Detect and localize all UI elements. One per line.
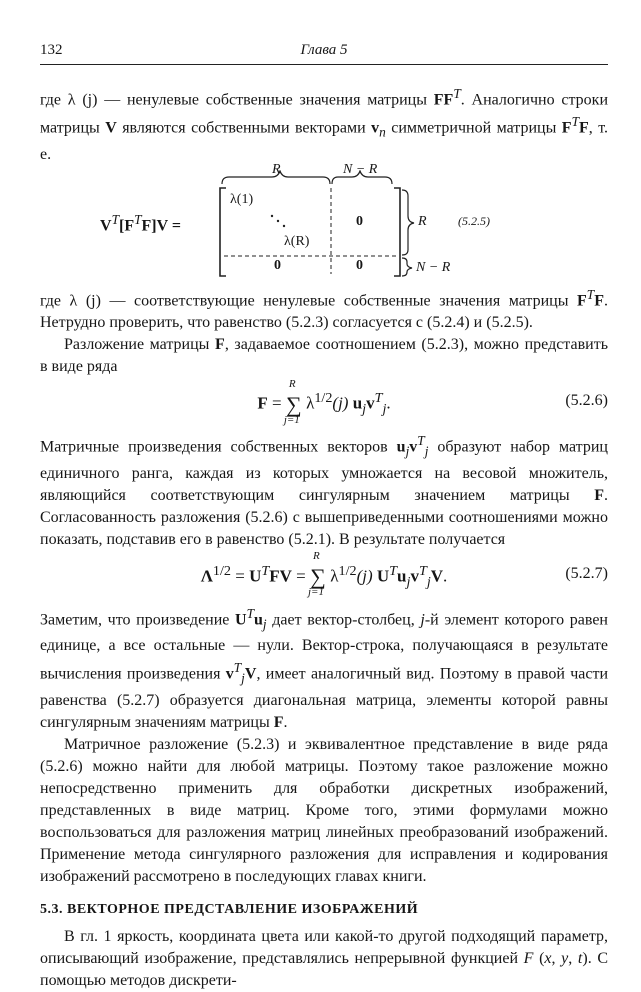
brace-label-n-minus-r: N − R xyxy=(343,161,378,177)
book-page xyxy=(40,40,608,992)
matrix-lhs: $V^T[F^TF]V$ = xyxy=(100,211,181,235)
equation-number-5-2-5: (5.2.5) xyxy=(458,213,490,228)
paragraph-2: где λ (j) — соответствующие ненулевые собственные значения матрицы $F^TF$. Нетрудно проверить, что равенство (5.2.3) согласуется с (5.2.4) и (5.2.5). xyxy=(40,286,608,332)
section-heading: 5.3. ВЕКТОРНОЕ ПРЕДСТАВЛЕНИЕ ИЗОБРАЖЕНИЙ xyxy=(40,901,419,917)
page-number: 132 xyxy=(40,42,63,58)
equation-number-5-2-6: (5.2.6) xyxy=(565,392,608,410)
equation-5-2-5 xyxy=(40,161,608,282)
paragraph-4: Матричные произведения собственных векторов $u_jv^T_j$ образуют набор матриц единичного ранга, каждая из которых умножается на весовой множитель, являющийся соответствующим сингулярным значением матрицы F. Согласованность разложения (5.2.6) с вышеприведенными соотношениями можно показать, подставив его в равенство (5.2.1). В результате получается xyxy=(40,433,608,548)
chapter-title: Глава 5 xyxy=(300,42,348,58)
paragraph-1: где λ (j) — ненулевые собственные значения матрицы $FF^T$. Аналогично строки матрицы V являются собственными векторами $v_n$ симметричной матрицы $F^TF$, т. е. xyxy=(40,86,609,163)
equation-number-5-2-7: (5.2.7) xyxy=(565,564,608,582)
paragraph-5: Заметим, что произведение $U^Tu_j$ дает вектор-столбец, j-й элемент которого равен единице, а все остальные — нули. Вектор-строка, получающаяся в результате вычисления произведения $v^T_jV$, имеет аналогичный вид. Поэтому в правой части равенства (5.2.7) образуется диагональная матрица, элементы которой равны сингулярным значениям матрицы F. xyxy=(40,605,609,731)
brace-label-r: R xyxy=(272,161,281,177)
lambda-r: λ(R) xyxy=(284,233,310,249)
zero-bottom-right: 0 xyxy=(356,257,363,273)
lambda-1: λ(1) xyxy=(230,191,254,207)
brace-right-n-minus-r: N − R xyxy=(416,259,451,275)
brace-right-r: R xyxy=(418,213,427,229)
equation-5-2-6: F = ∑ R j=1 $\lambda^{1/2}(j)$ $u_jv^T_j$. (5.2.6) xyxy=(257,377,608,426)
zero-top-right: 0 xyxy=(356,213,363,229)
paragraph-6: Матричное разложение (5.2.3) и эквивалентное представление в виде ряда (5.2.6) можно найти для любой матрицы. Поэтому такое разложение можно непосредственно применить для обработки дискретных изображений, представленных в виде матриц. Кроме того, этими формулами можно воспользоваться для разложения матриц линейных преобразований изображений. Применение метода сингулярного разложения для исправления и кодирования изображений рассмотрено в последующих главах книги. xyxy=(40,735,608,885)
equation-5-2-7: $\Lambda^{1/2} = U^TFV$ = ∑ R j=1 $\lambda^{1/2}(j)$ $U^Tu_jv^T_jV$. (5.2.7) xyxy=(200,550,608,599)
page-header xyxy=(40,40,608,65)
paragraph-3: Разложение матрицы F, задаваемое соотношением (5.2.3), можно представить в виде ряда xyxy=(40,336,609,376)
paragraph-7: В гл. 1 яркость, координата цвета или какой-то другой подходящий параметр, описывающий изображение, представлялись непрерывной функцией F (x, y, t). С помощью методов дискрети- xyxy=(40,927,609,989)
zero-bottom-left: 0 xyxy=(274,257,281,273)
